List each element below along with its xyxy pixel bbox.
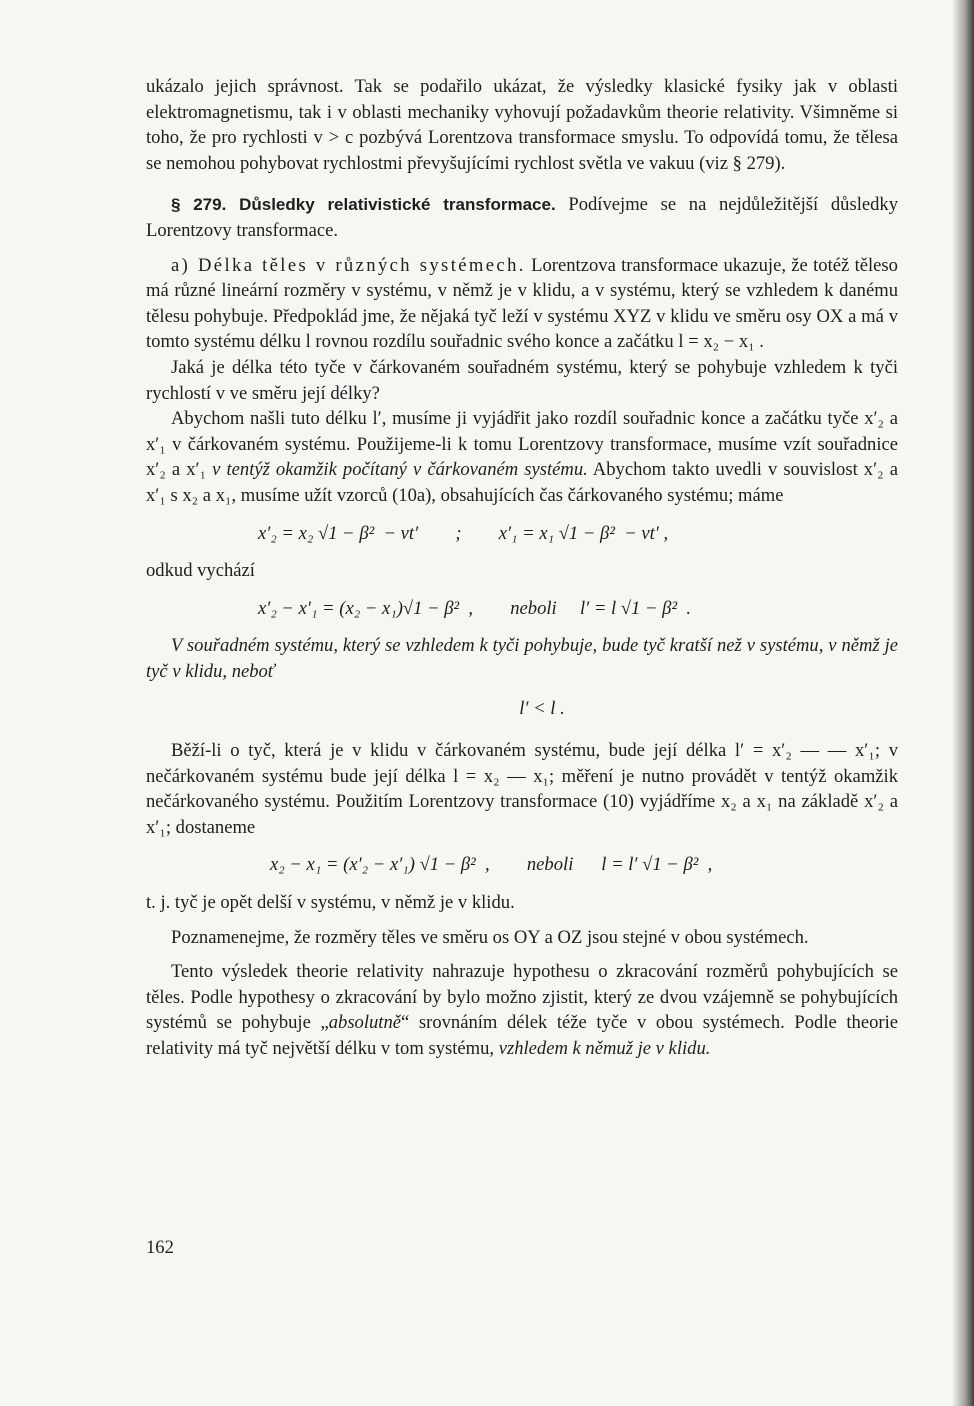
question-paragraph: Jaká je délka této tyče v čárkovaném souřadném systému, který se pohybuje vzhledem k tyči rychlostí v ve směru její délky? [146,356,898,404]
subsection-a-text: Lorentzova transformace ukazuje, že totéž těleso má různé lineární rozměry v systému, v němž je v klidu, a v systému, který se vzhledem k danému tělesu pohybuje. Předpoklád jme, že nějaká tyč leží v systému XYZ v klidu ve směru osy OX a má v tomto systému délku l rovnou rozdílu souřadnic svého konce a začátku l = x₂ − x₁ . [146,254,898,353]
final-text-1: Tento výsledek theorie relativity nahrazuje hypothesu o zkracování rozměrů pohybujících se těles. Podle hypothesy o zkracování by bylo možno zjistit, který ze dvou vzájemně se pohybujících systémů se pohybuje „ [146,961,898,1034]
subsection-a-paragraph [146,253,898,355]
find-length-italic: v tentýž okamžik počítaný v čárkovaném systému. [212,459,588,481]
final-paragraph [146,959,898,1061]
final-text-2: “ srovnáním délek téže tyče v obou systémech. Podle theorie relativity má tyč největší délku v tom systému, [146,1012,898,1059]
section-279-paragraph [146,192,898,243]
equation-2: x′₂ − x′₁ = (x₂ − x₁)√1 − β² , neboli l′ = l √1 − β² . [258,597,691,619]
section-heading: § 279. Důsledky relativistické transformace. [171,195,556,215]
book-page [146,74,898,1062]
find-length-text-1: Abychom našli tuto délku l′, musíme ji vyjádřit jako rozdíl souřadnic konce a začátku tyče x′₂ a x′₁ v čárkovaném systému. Použijeme-li k tomu Lorentzovy transformace, musíme vzít souřadnice x′₂ a x′₁ [146,408,898,481]
final-italic: vzhledem k němuž je v klidu. [498,1038,711,1059]
conclusion-line: t. j. tyč je opět delší v systému, v němž je v klidu. [146,892,515,914]
final-absolutne: absolutně [328,1012,402,1034]
rest-frame-paragraph: Běží-li o tyč, která je v klidu v čárkovaném systému, bude její délka l′ = x′₂ — — x′₁; v nečárkovaném systému bude její délka l = x₂ — x₁; měření je nutno provádět v tentýž okamžik nečárkovaného systému. Použitím Lorentzovy transformace (10) vyjádříme x₂ a x₁ na základě x′₂ a x′₁; dostaneme [146,740,898,838]
equation-1: x′₂ = x₂ √1 − β² − vt′ ; x′₁ = x₁ √1 − β² − vt′ , [258,522,669,544]
find-length-paragraph [146,406,898,508]
subsection-a-label: a) Délka těles v různých systémech. [171,254,526,276]
page-number: 162 [146,1237,174,1258]
italic-statement: V souřadném systému, který se vzhledem k tyči pohybuje, bude tyč kratší než v systému, v němž je tyč v klidu, neboť [146,635,898,682]
equation-4: x₂ − x₁ = (x′₂ − x′₁) √1 − β² , neboli l = l′ √1 − β² , [270,854,713,876]
section-intro: Podívejme se na nejdůležitější důsledky Lorentzovy transformace. [146,194,899,241]
equation-3: l′ < l . [519,698,565,720]
note-paragraph: Poznamenejme, že rozměry těles ve směru os OY a OZ jsou stejné v obou systémech. [171,926,809,948]
odkud-label: odkud vychází [146,560,255,582]
page-edge-shadow [952,0,974,1406]
paragraph-intro: ukázalo jejich správnost. Tak se podařilo ukázat, že výsledky klasické fysiky jak v oblasti elektromagnetismu, tak i v oblasti mechaniky vyhovují požadavkům theorie relativity. Všimněme si toho, že pro rychlosti v > c pozbývá Lorentzova transformace smyslu. To odpovídá tomu, že tělesa se nemohou pohybovat rychlostmi převyšujícími rychlost světla ve vakuu (viz § 279). [146,76,898,174]
find-length-text-2: Abychom takto uvedli v souvislost x′₂ a x′₁ s x₂ a x₁, musíme užít vzorců (10a), obsahujících čas čárkovaného systému; máme [146,459,898,506]
